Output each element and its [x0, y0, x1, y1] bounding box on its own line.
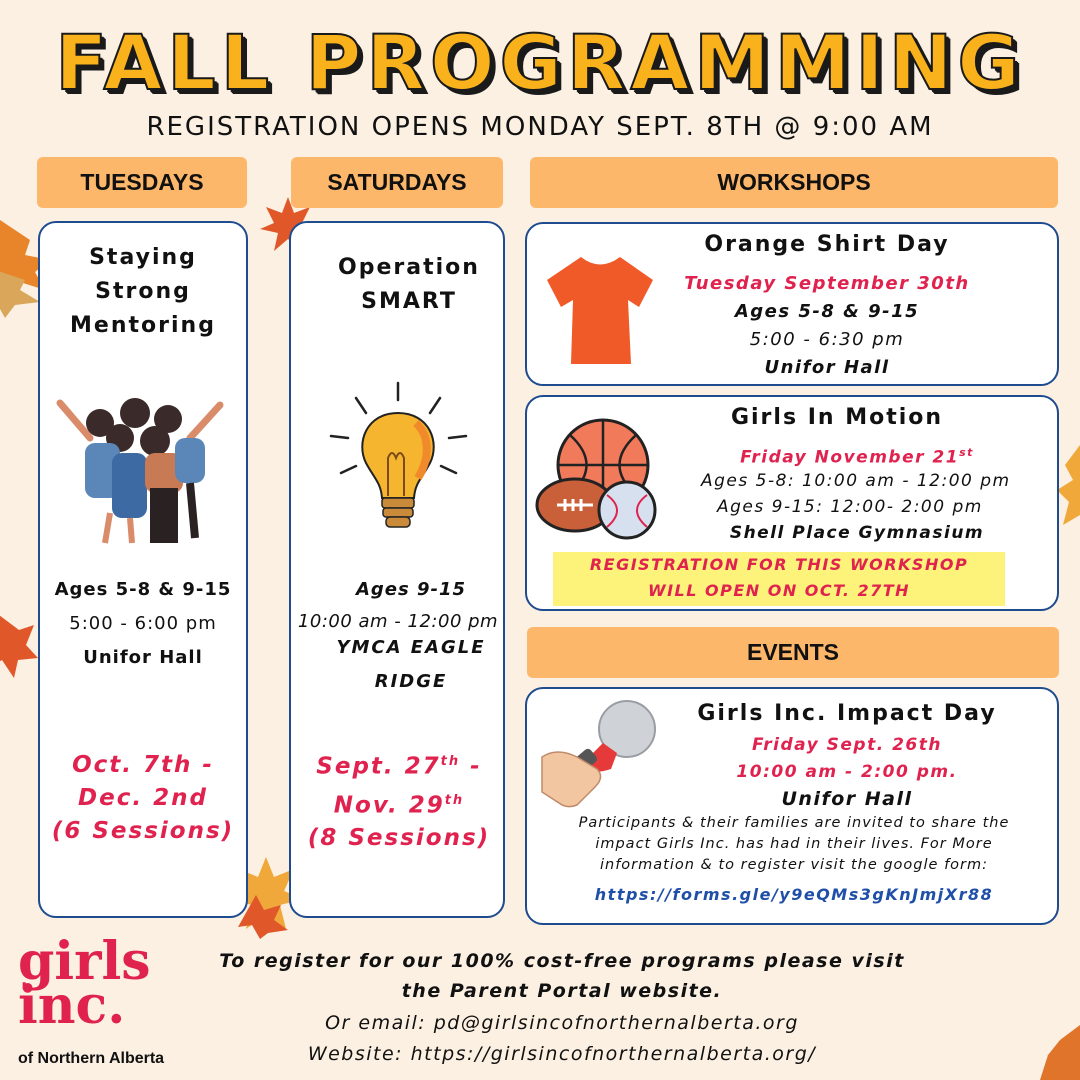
event-time: 10:00 am - 2:00 pm. — [736, 762, 958, 782]
maple-leaf-icon — [1040, 1025, 1080, 1080]
program-dates: Oct. 7th - Dec. 2nd (6 Sessions) — [51, 752, 235, 844]
girls-inc-logo: girls inc. of Northern Alberta — [18, 931, 165, 1067]
footer-portal-line: the Parent Portal website. — [401, 980, 723, 1002]
program-location: Unifor Hall — [83, 647, 203, 668]
workshop-time: 5:00 - 6:30 pm — [749, 329, 905, 350]
tuesday-program-card — [38, 221, 248, 918]
tab-workshops: WORKSHOPS — [530, 157, 1058, 208]
people-group-icon — [50, 383, 230, 548]
workshop-location: Unifor Hall — [764, 357, 890, 378]
event-location: Unifor Hall — [781, 788, 913, 810]
maple-leaf-icon — [0, 610, 39, 680]
girls-in-motion-card — [525, 395, 1059, 611]
workshop-title: Orange Shirt Day — [704, 232, 950, 257]
event-description: Participants & their families are invited to share the impact Girls Inc. has had in their lives. For More information & to register visit the google form: — [578, 815, 1010, 873]
program-ages: Ages 5-8 & 9-15 — [54, 579, 232, 600]
google-form-link[interactable]: https://forms.gle/y9eQMs3gKnJmjXr88 — [594, 885, 994, 904]
footer-register-line: To register for our 100% cost-free programs please visit — [219, 950, 905, 972]
orange-shirt-day-card — [525, 222, 1059, 386]
footer-website[interactable]: Website: https://girlsincofnorthernalberta.org/ — [307, 1043, 817, 1065]
program-dates: Sept. 27th - Nov. 29th (8 Sessions) — [307, 753, 491, 852]
impact-day-card — [525, 687, 1059, 925]
registration-subtitle: REGISTRATION OPENS MONDAY SEPT. 8TH @ 9:00 AM — [146, 112, 934, 142]
program-title: Staying Strong Mentoring — [70, 245, 216, 338]
program-ages: Ages 9-15 — [355, 579, 467, 600]
workshop-ages-junior: Ages 5-8: 10:00 am - 12:00 pm — [701, 471, 1011, 491]
program-title: Operation SMART — [338, 255, 480, 314]
workshop-ages: Ages 5-8 & 9-15 — [734, 301, 920, 322]
event-date: Friday Sept. 26th — [752, 735, 942, 755]
page-title: FALL PROGRAMMING — [55, 18, 1025, 107]
program-location: YMCA EAGLE RIDGE — [336, 637, 486, 692]
program-time: 10:00 am - 12:00 pm — [297, 611, 499, 632]
lightbulb-icon — [326, 378, 471, 543]
registration-note: REGISTRATION FOR THIS WORKSHOP WILL OPEN ON OCT. 27TH — [553, 552, 1005, 606]
sports-balls-icon — [535, 415, 660, 540]
footer-email[interactable]: Or email: pd@girlsincofnorthernalberta.org — [325, 1012, 799, 1034]
event-title: Girls Inc. Impact Day — [697, 701, 997, 726]
workshop-date: Friday November 21st — [740, 446, 974, 468]
tab-tuesdays: TUESDAYS — [37, 157, 247, 208]
workshop-title: Girls In Motion — [730, 405, 944, 430]
tab-saturdays: SATURDAYS — [291, 157, 503, 208]
program-time: 5:00 - 6:00 pm — [69, 613, 217, 634]
tab-events: EVENTS — [527, 627, 1059, 678]
workshop-ages-senior: Ages 9-15: 12:00- 2:00 pm — [717, 497, 983, 517]
workshop-location: Shell Place Gymnasium — [729, 523, 985, 543]
microphone-icon — [537, 697, 662, 812]
saturday-program-card — [289, 221, 505, 918]
workshop-date: Tuesday September 30th — [684, 273, 970, 294]
